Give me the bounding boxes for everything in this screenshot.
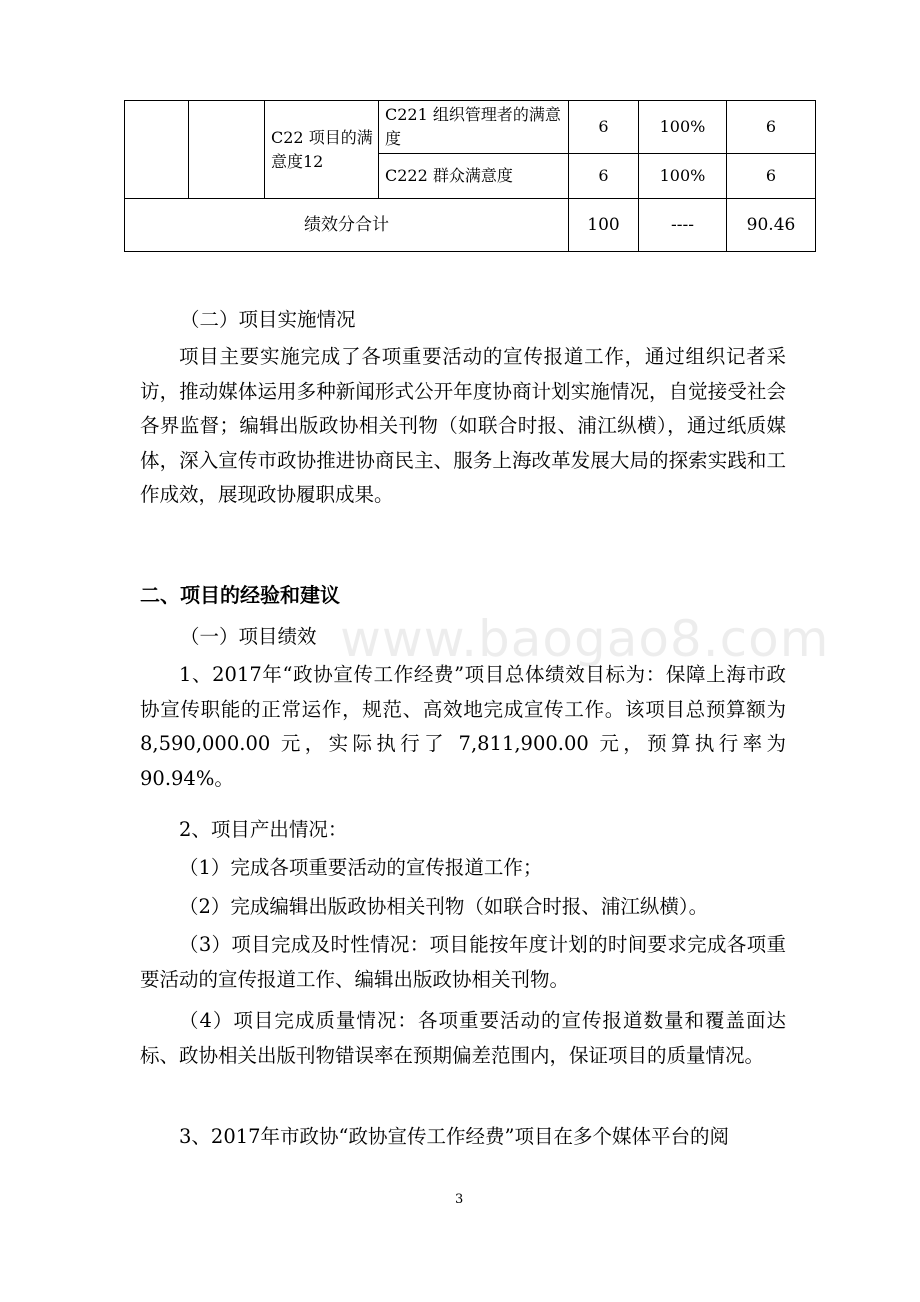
page-number: 3 bbox=[455, 1192, 464, 1207]
secondary-indicator-cell: C22 项目的满意度12 bbox=[265, 101, 379, 199]
watermark-text: www.baogao8.com bbox=[340, 610, 830, 668]
paragraph-media: 3、2017年市政协“政协宣传工作经费”项目在多个媒体平台的阅 bbox=[179, 1125, 729, 1148]
completion-cell: 100% bbox=[639, 154, 727, 199]
indicator-cell: C222 群众满意度 bbox=[379, 154, 569, 199]
completion-cell: 100% bbox=[639, 101, 727, 154]
table-total-row bbox=[125, 199, 816, 252]
paragraph-output-4: （4）项目完成质量情况：各项重要活动的宣传报道数量和覆盖面达标、政协相关出版刊物错误率在预期偏差范围内，保证项目的质量情况。 bbox=[140, 1009, 786, 1067]
score-cell: 6 bbox=[727, 101, 816, 154]
implementation-paragraph: 项目主要实施完成了各项重要活动的宣传报道工作，通过组织记者采访，推动媒体运用多种新闻形式公开年度协商计划实施情况，自觉接受社会各界监督；编辑出版政协相关刊物（如联合时报、浦江纵横），通过纸质媒体，深入宣传市政协推进协商民主、服务上海改革发展大局的探索实践和工作成效，展现政协履职成果。 bbox=[140, 345, 786, 506]
section-heading: 二、项目的经验和建议 bbox=[140, 583, 340, 607]
total-label-cell: 绩效分合计 bbox=[125, 199, 569, 252]
indicator-cell: C221 组织管理者的满意度 bbox=[379, 101, 569, 154]
total-score-cell: 90.46 bbox=[727, 199, 816, 252]
paragraph-output-2: （2）完成编辑出版政协相关刊物（如联合时报、浦江纵横）。 bbox=[179, 895, 709, 918]
paragraph-output-title: 2、项目产出情况： bbox=[179, 818, 348, 841]
implementation-heading: （二）项目实施情况 bbox=[180, 308, 356, 331]
performance-score-table bbox=[124, 100, 816, 252]
table-cell-empty bbox=[125, 101, 189, 199]
paragraph-output-3: （3）项目完成及时性情况：项目能按年度计划的时间要求完成各项重要活动的宣传报道工作、编辑出版政协相关刊物。 bbox=[140, 933, 786, 991]
table-cell-empty bbox=[189, 101, 265, 199]
weight-cell: 6 bbox=[569, 154, 639, 199]
score-cell: 6 bbox=[727, 154, 816, 199]
weight-cell: 6 bbox=[569, 101, 639, 154]
total-weight-cell: 100 bbox=[569, 199, 639, 252]
total-completion-cell: ---- bbox=[639, 199, 727, 252]
paragraph-output-1: （1）完成各项重要活动的宣传报道工作； bbox=[179, 856, 543, 879]
subsection-heading: （一）项目绩效 bbox=[180, 625, 317, 648]
table-row bbox=[125, 101, 816, 154]
paragraph-performance-goal: 1、2017年“政协宣传工作经费”项目总体绩效目标为：保障上海市政协宣传职能的正常运作，规范、高效地完成宣传工作。该项目总预算额为 8,590,000.00 元，实际执行了 7,811,900.00 元，预算执行率为 90.94%。 bbox=[140, 663, 786, 790]
